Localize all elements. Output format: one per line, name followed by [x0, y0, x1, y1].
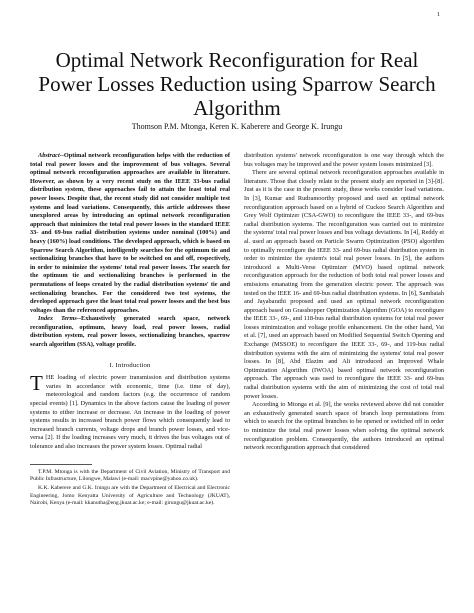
intro-paragraph: [30, 371, 230, 451]
left-column: [30, 152, 230, 508]
page-number: 1: [437, 12, 440, 18]
index-terms-text: --Exhaustively generated search space, network reconfiguration, optimum, heavy load, real power losses, radial distribution system, real power losses, sectionalizing branches, sparrow search algorithm (SSA), voltage profile.: [30, 315, 230, 349]
body-paragraph: distribution systems' network reconfiguration is one way through which the bus voltages may be improved and the power system losses minimized [3].: [244, 152, 444, 168]
drop-cap: T: [30, 371, 43, 396]
index-terms: [30, 315, 230, 349]
abstract-lead: Abstract: [38, 152, 60, 159]
right-column: [244, 152, 444, 453]
footnote-affiliation-2: K.K. Kaberere and G.K. Irungu are with the Department of Electrical and Electronic Engineering, Jomo Kenyatta University of Agriculture and Technology (JKUAT), Nairobi, Kenya (e-mail: kkanutha@eng.jkuat.ac.ke; e-mail: girungu@jkuat.ac.ke).: [30, 485, 230, 507]
paper-title: Optimal Network Reconfiguration for Real Power Losses Reduction using Sparrow Search Algorithm: [38, 48, 436, 120]
body-paragraph: There are several optimal network reconfiguration approaches available in literature. Those that closely relate to the present study are reported in [3]-[8]. Just as it is the case in the present study, these works consider load variations. In [3], Kumar and Rudramoorthy proposed and used an optimal network reconfiguration approach based on a hybrid of Cuckoo Search Algorithm and Grey Wolf Optimizer (CSA-GWO) to reconfigure the IEEE 33-, and 69-bus radial distribution systems. The reconfiguration was carried out to minimize the systems' total real power losses and bus voltage deviations. In [4], Reddy et al. used an approach based on Particle Swarm Optimization (PSO) algorithm to optimally reconfigure the IEEE 33- and 69-bus radial distribution system in order to minimize the system's total real power losses. In [5], the authors introduced a Multi-Verse Optimizer (MVO) based optimal network reconfiguration approach for the reduction of both total real power losses and emissions emanating from the generation electric power. The approach was tested on the IEEE 16- and 69-bus radial distribution systems. In [6], Sambaiah and Jayabarathi proposed and used an optimal network reconfiguration approach based on Grasshopper Optimization Algorithm (GOA) to reconfigure the IEEE 33-, 69-, and 118-bus radial distribution systems for total real power losses minimization and voltage profile enhancement. On the other hand, Vai et al. [7], used an approach based on Modified Sequential Switch Opening and Exchange (MSSOE) to reconfigure the IEEE 33-, 69-, and 119-bus radial distribution systems with the aim of minimizing the systems' total real power losses. In [8], Abd Elazim and Ali introduced an Improved Whale Optimization Algorithm (IWOA) based optimal network reconfiguration approach. The approach was used to reconfigure the IEEE 33- and 69-bus radial distribution systems with the aim of minimizing the cost of total real power losses.: [244, 169, 444, 400]
footnote-rule: [30, 464, 92, 465]
abstract: [30, 152, 230, 315]
abstract-text: --Optimal network reconfiguration helps with the reduction of total real power losses and the improvement of bus voltages. Several optimal network reconfiguration approaches are available in literature. However, as shown by a very recent study on the IEEE 33-bus radial distribution system, these approaches fail to attain the least total real power losses. Despite that, the recent study did not consider multiple test systems and load variations. Consequently, this article addresses those unexplored areas by introducing an optimal network reconfiguration approach that minimizes the total real power losses in the standard IEEE 33- and 69-bus radial distribution systems under nominal (100%) and heavy (160%) load conditions. The developed approach, which is based on Sparrow Search Algorithm, intelligently searches for the optimum tie and sectionalizing branches that have to be switched on and off, respectively, in order to minimize the systems' total real power losses. The search for the optimum tie and sectionalizing branches is performed in the permutations of loops created by the radial distribution systems' tie and sectionalizing branches. For the considered two test systems, the developed approach gave the least total real power losses and the best bus voltages than the referenced approaches.: [30, 152, 230, 314]
index-terms-lead: Index Terms: [38, 315, 77, 323]
body-paragraph: According to Mtonga et al. [9], the works reviewed above did not consider an exhaustively generated search space of branch loop permutations from which to search for the optimal branches to be opened or switched off in order to minimize the total real power losses when solving the optimal network reconfiguration problem. Consequently, the authors introduced an optimal network reconfiguration approach that considered: [244, 401, 444, 452]
author-list: Thomson P.M. Mtonga, Keren K. Kaberere and George K. Irungu: [131, 122, 343, 131]
section-heading: I. Introduction: [109, 361, 151, 369]
footnote-affiliation-1: T.P.M. Mtonga is with the Department of Civil Aviation, Ministry of Transport and Public Infrastructure, Lilongwe, Malawi (e-mail: macvpine@yahoo.co.uk).: [30, 468, 230, 482]
intro-text: HE loading of electric power transmission and distribution systems varies in accordance with economic, time (i.e. time of day), meteorological and random factors (e.g. the occurrence of random special events) [1]. Dynamics in the above factors cause the loading of power systems to either increase or decrease. An increase in the loading of power systems results in increased branch power flows which consequently lead to increased branch currents, voltage drops and branch power losses, and vice-versa [2]. If the loading increases very much, it drives the bus voltages out of tolerance and also increases the power system losses. Optimal radial: [30, 374, 230, 450]
